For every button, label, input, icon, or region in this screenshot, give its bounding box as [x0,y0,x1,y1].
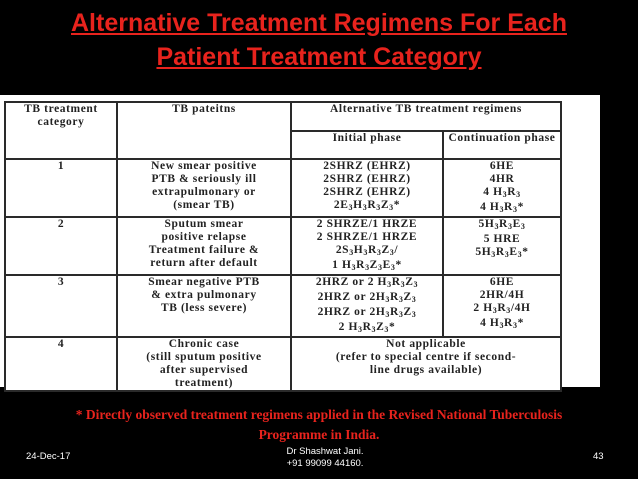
initial-phase-cell: 2SHRZ (EHRZ) 2SHRZ (EHRZ) 2SHRZ (EHRZ) $2E_3H_3R_3Z_3*$ [291,159,443,217]
subscript-regimen: 4 $H_3R_3*$ [480,317,524,330]
subscript-regimen: 4 $H_3R_3*$ [480,201,524,214]
footnote [0,405,638,445]
table-row [5,275,561,337]
continuation-phase-cell: $5H_3R_3E_3$ 5 HRE $5H_3R_3E_3*$ [443,217,561,275]
subscript-regimen: 2 $H_3R_3/4H$ [473,302,531,315]
continuation-phase-cell: 6HE 4HR 4 $H_3R_3$ 4 $H_3R_3*$ [443,159,561,217]
table-panel [0,95,600,387]
footer-author [270,446,380,470]
subscript-regimen: 2HRZ or $2H_3R_3Z_3$ [317,291,417,304]
subscript-regimen: 2HRZ or 2 $H_3R_3Z_3$ [315,276,419,289]
title-line-1: Alternative Treatment Regimens For Each [71,9,567,37]
table-row [5,337,561,391]
page-number: 43 [593,451,604,462]
subscript-regimen: 1 $H_3R_3Z_3E_3*$ [332,259,402,272]
patients-cell: Chronic case (still sputum positive after supervised treatment) [117,337,291,391]
category-cell: 3 [5,275,117,337]
patients-cell: New smear positive PTB & seriously ill extrapulmonary or (smear TB) [117,159,291,217]
slide-title [0,6,638,74]
subscript-regimen: 2HRZ or $2H_3R_3Z_3$ [317,306,417,319]
header-regimens: Alternative TB treatment regimens [291,102,561,131]
regimen-not-applicable-cell: Not applicable (refer to special centre if second- line drugs available) [291,337,561,391]
initial-phase-cell: 2 SHRZE/1 HRZE 2 SHRZE/1 HRZE $2S_3H_3R_3Z_3/$ 1 $H_3R_3Z_3E_3*$ [291,217,443,275]
title-line-2: Patient Treatment Category [156,43,482,71]
category-cell: 2 [5,217,117,275]
footnote-line-1: * Directly observed treatment regimens applied in the Revised National Tuberculosis [75,407,563,422]
header-continuation: Continuation phase [443,131,561,159]
regimens-table [4,101,562,392]
subscript-regimen: $5H_3R_3E_3$ [478,218,526,231]
author-name: Dr Shashwat Jani. [286,446,364,457]
table-row [5,217,561,275]
footnote-line-2: Programme in India. [258,427,380,442]
patients-cell: Sputum smear positive relapse Treatment failure & return after default [117,217,291,275]
table-header-row [5,102,561,131]
table-row [5,159,561,217]
category-cell: 1 [5,159,117,217]
subscript-regimen: 4 $H_3R_3$ [483,186,521,199]
subscript-regimen: $5H_3R_3E_3*$ [475,246,529,259]
header-patients: TB pateitns [117,102,291,159]
author-phone: +91 99099 44160. [286,458,364,469]
category-cell: 4 [5,337,117,391]
initial-phase-cell [291,275,443,337]
continuation-phase-cell: 6HE 2HR/4H 2 $H_3R_3/4H$ 4 $H_3R_3*$ [443,275,561,337]
subscript-regimen: $2S_3H_3R_3Z_3/$ [335,244,399,257]
header-category: TB treatment category [5,102,117,159]
footer-date: 24-Dec-17 [26,451,71,462]
header-initial: Initial phase [291,131,443,159]
patients-cell: Smear negative PTB & extra pulmonary TB (less severe) [117,275,291,337]
subscript-regimen: 2 $H_3R_3Z_3*$ [338,321,396,334]
subscript-regimen: $2E_3H_3R_3Z_3*$ [333,199,401,212]
